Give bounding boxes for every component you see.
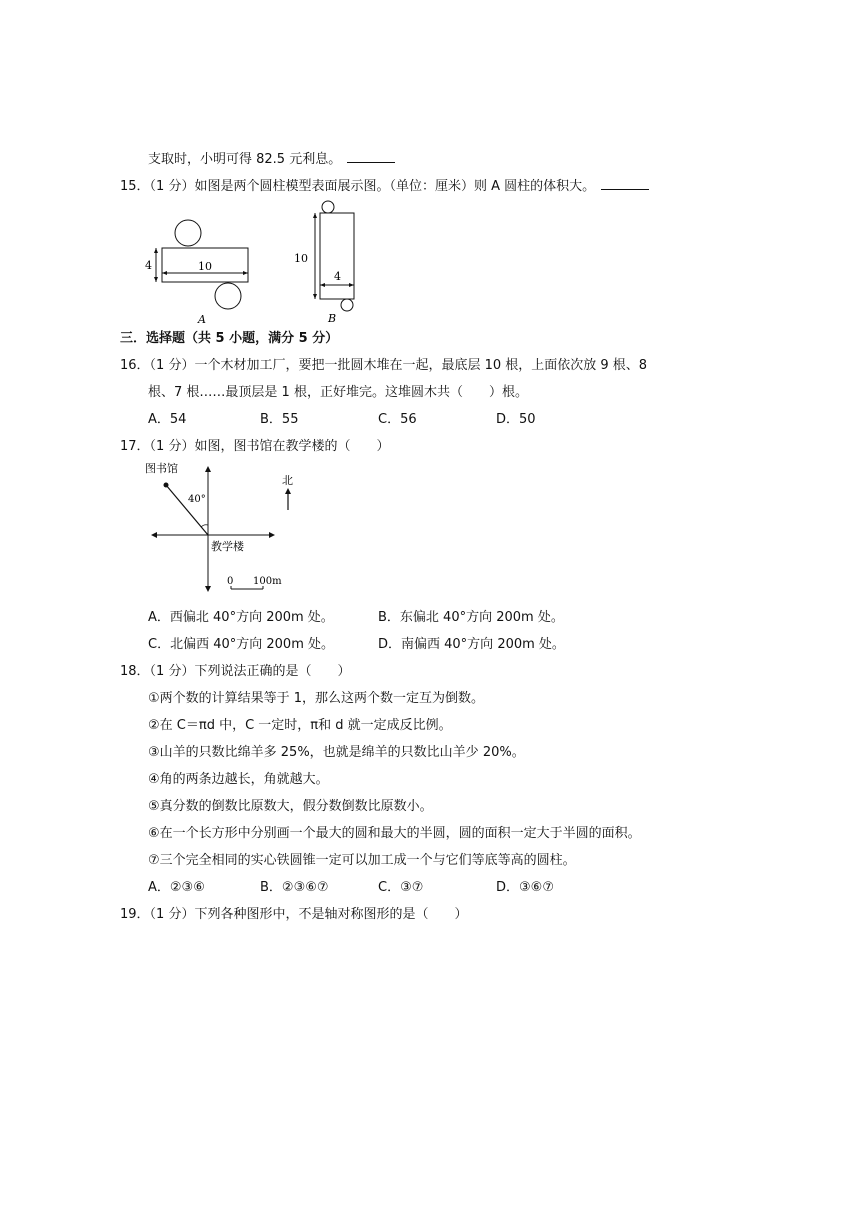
q16-option-c[interactable]: C．56 <box>378 412 417 427</box>
rectangle <box>320 213 354 299</box>
q18-statement-7: ⑦三个完全相同的实心铁圆锥一定可以加工成一个与它们等底等高的圆柱。 <box>148 853 576 868</box>
q14-tail <box>148 150 395 169</box>
q18-option-b[interactable]: B．②③⑥⑦ <box>260 880 329 895</box>
q15-text: 15．（1 分）如图是两个圆柱模型表面展示图。（单位：厘米）则 A 圆柱的体积大。 <box>120 179 596 194</box>
height-label: 4 <box>145 259 152 272</box>
width-label: 4 <box>334 270 341 283</box>
library-direction-line <box>166 485 208 535</box>
length-label: 10 <box>198 260 212 273</box>
q18-statement-4: ④角的两条边越长，角就越大。 <box>148 772 329 787</box>
answer-blank[interactable] <box>601 177 649 190</box>
cylinder-net-a-figure <box>143 210 258 325</box>
q18-question: 18．（1 分）下列说法正确的是（ ） <box>120 664 351 679</box>
q18-statement-3: ③山羊的只数比绵羊多 25%，也就是绵羊的只数比山羊少 20%。 <box>148 745 525 760</box>
q15-question <box>120 177 649 196</box>
height-label: 10 <box>294 252 308 265</box>
q16-option-b[interactable]: B．55 <box>260 412 299 427</box>
q17-option-d[interactable]: D．南偏西 40°方向 200m 处。 <box>378 637 565 652</box>
q16-line2: 根、7 根……最顶层是 1 根，正好堆完。这堆圆木共（ ）根。 <box>148 385 528 400</box>
top-circle <box>175 220 201 246</box>
q18-statement-2: ②在 C＝πd 中，C 一定时，π和 d 就一定成反比例。 <box>148 718 452 733</box>
bottom-circle <box>341 299 353 311</box>
q18-statement-6: ⑥在一个长方形中分别画一个最大的圆和最大的半圆，圆的面积一定大于半圆的面积。 <box>148 826 641 841</box>
q18-statement-1: ①两个数的计算结果等于 1，那么这两个数一定互为倒数。 <box>148 691 485 706</box>
direction-map-figure <box>143 460 308 595</box>
q14-tail-text: 支取时，小明可得 82.5 元利息。 <box>148 152 342 167</box>
scale-zero-label: 0 <box>227 576 234 587</box>
q16-option-d[interactable]: D．50 <box>496 412 536 427</box>
q19-question: 19．（1 分）下列各种图形中，不是轴对称图形的是（ ） <box>120 907 468 922</box>
angle-label: 40° <box>188 494 206 505</box>
angle-arc <box>201 525 208 527</box>
q18-option-c[interactable]: C．③⑦ <box>378 880 424 895</box>
q18-option-a[interactable]: A．②③⑥ <box>148 880 205 895</box>
scale-unit-label: 100m <box>253 576 282 587</box>
cylinder-net-b-figure <box>290 198 365 326</box>
q16-line1: 16．（1 分）一个木材加工厂，要把一批圆木堆在一起，最底层 10 根，上面依次放 9 根、8 <box>120 358 648 373</box>
figure-a-label: A <box>198 313 206 325</box>
bottom-circle <box>215 283 241 309</box>
q17-option-a[interactable]: A．西偏北 40°方向 200m 处。 <box>148 610 334 625</box>
q17-option-b[interactable]: B．东偏北 40°方向 200m 处。 <box>378 610 564 625</box>
q17-option-c[interactable]: C．北偏西 40°方向 200m 处。 <box>148 637 334 652</box>
top-circle <box>322 201 334 213</box>
north-label: 北 <box>282 474 293 487</box>
building-label: 教学楼 <box>211 540 244 553</box>
library-label: 图书馆 <box>145 462 178 475</box>
q18-statement-5: ⑤真分数的倒数比原数大，假分数倒数比原数小。 <box>148 799 433 814</box>
section-heading: 三．选择题（共 5 小题，满分 5 分） <box>120 331 339 346</box>
q17-question: 17．（1 分）如图，图书馆在教学楼的（ ） <box>120 439 390 454</box>
q16-option-a[interactable]: A．54 <box>148 412 187 427</box>
q18-option-d[interactable]: D．③⑥⑦ <box>496 880 554 895</box>
library-point <box>164 483 169 488</box>
figure-b-label: B <box>328 312 337 325</box>
answer-blank[interactable] <box>347 150 395 163</box>
